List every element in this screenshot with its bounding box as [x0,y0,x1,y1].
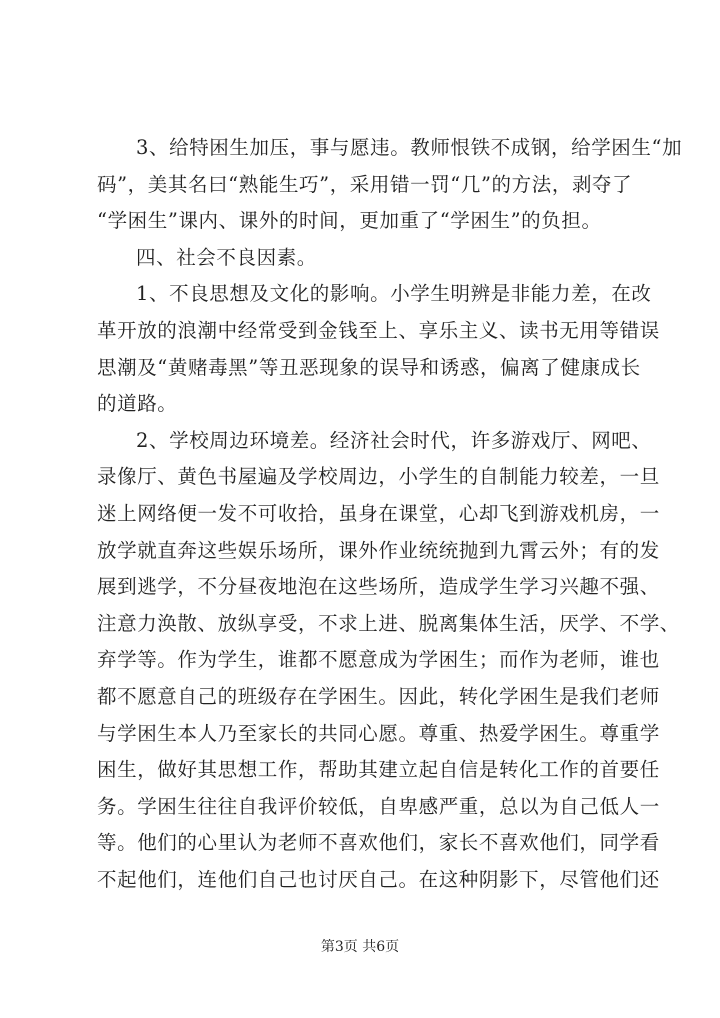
text-line: 等。他们的心里认为老师不喜欢他们，家长不喜欢他们，同学看 [97,831,660,855]
page-number: 第3页 共6页 [320,939,400,955]
text-line: 放学就直奔这些娱乐场所，课外作业统统抛到九霄云外；有的发 [97,538,660,562]
text-line: 码”，美其名曰“熟能生巧”，采用错一罚“几”的方法，剥夺了 [97,172,633,196]
text-line: 与学困生本人乃至家长的共同心愿。尊重、热爱学困生。尊重学 [97,721,660,745]
text-line: 四、社会不良因素。 [136,245,317,269]
text-line: 的道路。 [97,392,178,416]
text-line: 都不愿意自己的班级存在学困生。因此，转化学困生是我们老师 [97,684,660,708]
text-line: 展到逃学，不分昼夜地泡在这些场所，造成学生学习兴趣不强、 [97,575,660,599]
text-line: 3、给特困生加压，事与愿违。教师恨铁不成钢，给学困生“加 [136,136,683,159]
text-line: 困生，做好其思想工作，帮助其建立起自信是转化工作的首要任 [97,758,660,782]
text-line: 革开放的浪潮中经常受到金钱至上、享乐主义、读书无用等错误 [97,318,660,342]
text-line: 不起他们，连他们自己也讨厌自己。在这种阴影下，尽管他们还 [97,867,660,891]
text-line: 注意力涣散、放纵享受，不求上进、脱离集体生活，厌学、不学、 [97,611,680,635]
text-line: 思潮及“黄赌毒黑”等丑恶现象的误导和诱惑，偏离了健康成长 [97,355,641,379]
text-line: “学困生”课内、课外的时间，更加重了“学困生”的负担。 [97,209,602,233]
text-line: 迷上网络便一发不可收拾，虽身在课堂，心却飞到游戏机房，一 [97,501,660,525]
text-line: 1、不良思想及文化的影响。小学生明辨是非能力差，在改 [136,282,652,306]
text-line: 弃学等。作为学生，谁都不愿意成为学困生；而作为老师，谁也 [97,648,660,672]
text-line: 录像厅、黄色书屋遍及学校周边，小学生的自制能力较差，一旦 [97,465,660,489]
text-line: 务。学困生往往自我评价较低，自卑感严重，总以为自己低人一 [97,794,660,818]
text-line: 2、学校周边环境差。经济社会时代，许多游戏厅、网吧、 [136,428,652,452]
document-body [97,130,697,898]
